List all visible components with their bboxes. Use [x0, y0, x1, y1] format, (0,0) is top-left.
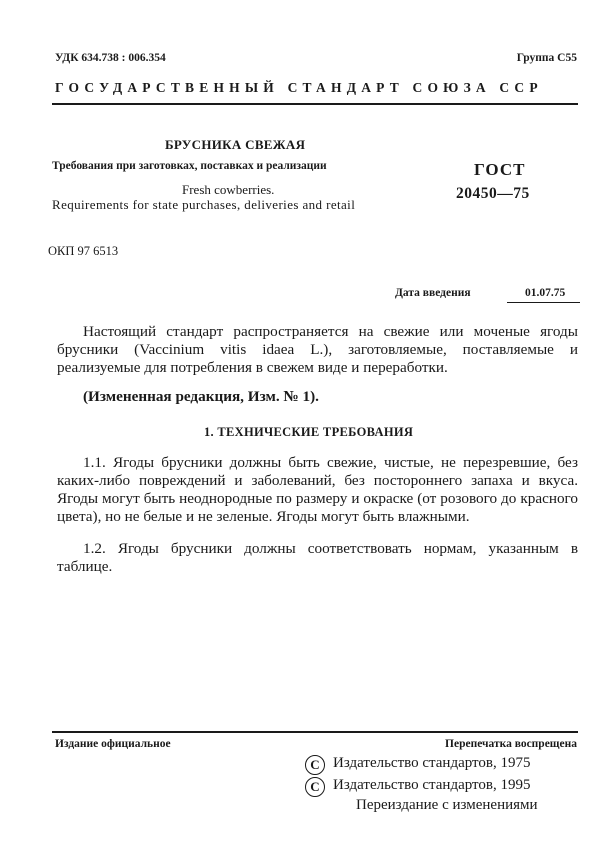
gost-label: ГОСТ [474, 160, 526, 179]
bottom-divider [52, 731, 578, 733]
amendment-note [57, 388, 578, 406]
udk-code: УДК 634.738 : 006.354 [55, 52, 166, 64]
document-subtitle: Требования при заготовках, поставках и реализации [52, 160, 327, 172]
intro-date-underline [507, 302, 580, 303]
clause-1-1-text: 1.1. Ягоды брусники должны быть свежие, чистые, не перезревшие, без каких-либо повреждений и заболеваний, без постороннего запаха и вкуса. Ягоды могут быть неоднородные по размеру и окраске (от розового до красного цвета), но не белые и не зеленые. Ягоды могут быть влажными. [57, 454, 578, 525]
copyright-1995-text: Издательство стандартов, 1995 [333, 777, 531, 793]
copyright-1975 [305, 755, 530, 775]
intro-date-label: Дата введения [395, 287, 471, 299]
document-title: БРУСНИКА СВЕЖАЯ [165, 137, 306, 152]
section-title: 1. ТЕХНИЧЕСКИЕ ТРЕБОВАНИЯ [204, 425, 414, 439]
copyright-1995 [305, 777, 530, 797]
english-subtitle: Requirements for state purchases, deliveries and retail [52, 197, 356, 212]
group-code: Группа С55 [516, 52, 577, 64]
reprint-prohibited: Перепечатка воспрещена [445, 738, 577, 750]
state-standard-heading: ГОСУДАРСТВЕННЫЙ СТАНДАРТ СОЮЗА ССР [55, 80, 543, 95]
official-edition: Издание официальное [55, 738, 171, 750]
copyright-1975-text: Издательство стандартов, 1975 [333, 755, 531, 771]
reissue-note: Переиздание с изменениями [356, 797, 538, 813]
amendment-note-text: (Измененная редакция, Изм. № 1). [83, 388, 319, 405]
copyright-icon: C [305, 777, 325, 797]
clause-1-2 [57, 540, 578, 576]
scope-paragraph-text: Настоящий стандарт распространяется на свежие или моченые ягоды брусники (Vaccinium vitis idaea L.), заготовляемые, поставляемые и реализуемые для потребления в свежем виде и переработки. [57, 323, 578, 376]
gost-number: 20450—75 [456, 185, 530, 202]
intro-date-value: 01.07.75 [525, 287, 566, 299]
english-title: Fresh cowberries. [182, 182, 275, 197]
okp-code: ОКП 97 6513 [48, 244, 119, 258]
scope-paragraph [57, 323, 578, 377]
top-divider [52, 103, 578, 105]
clause-1-1 [57, 454, 578, 526]
clause-1-2-text: 1.2. Ягоды брусники должны соответствовать нормам, указанным в таблице. [57, 540, 578, 575]
copyright-icon: C [305, 755, 325, 775]
